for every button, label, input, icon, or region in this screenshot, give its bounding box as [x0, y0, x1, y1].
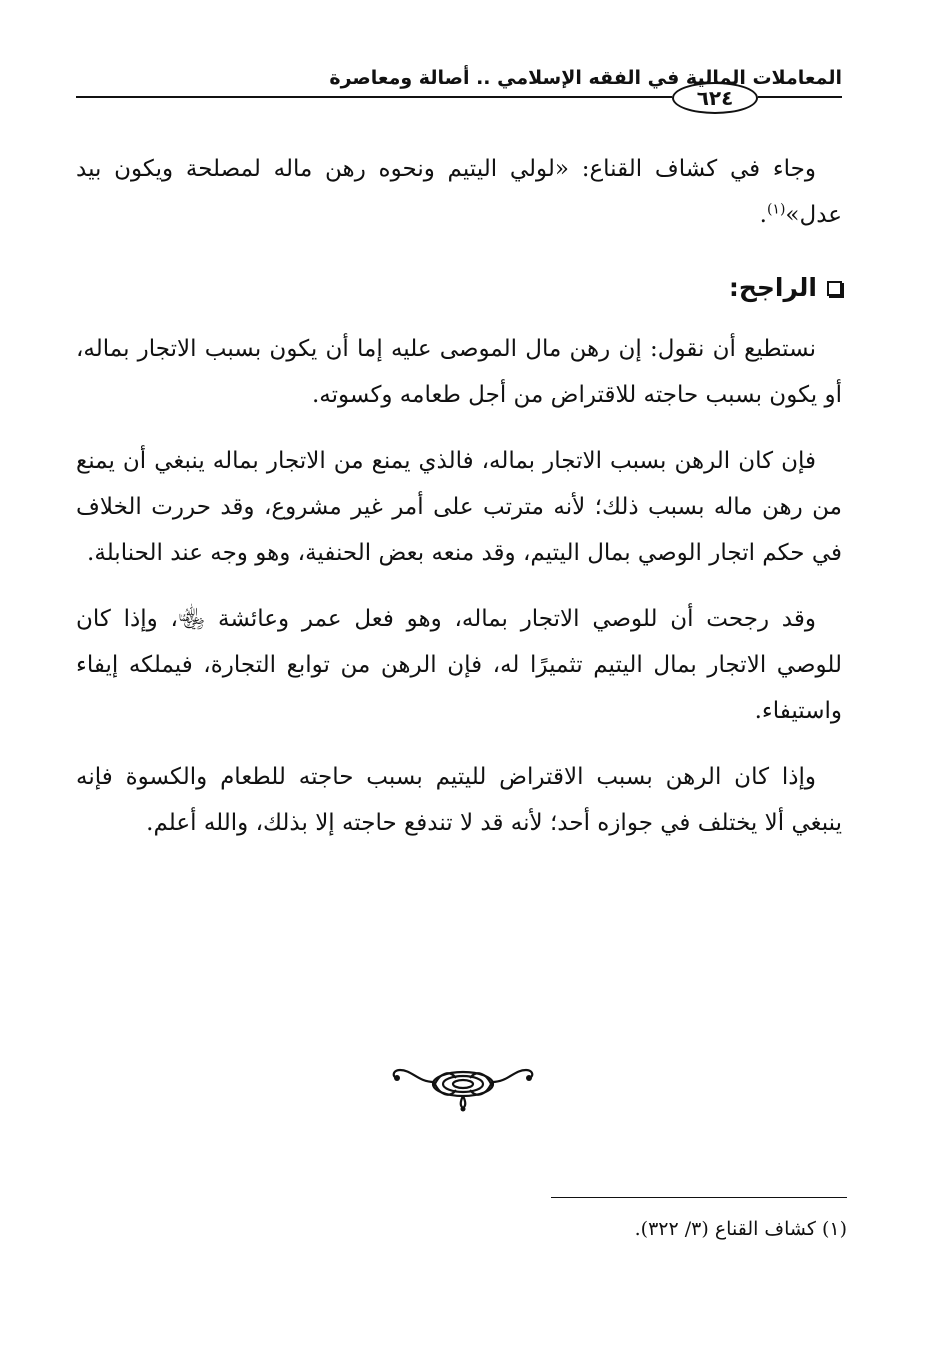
- section-heading: [76, 268, 842, 308]
- checkbox-icon: [827, 281, 842, 296]
- heading-label: الراجح:: [728, 273, 817, 302]
- footnote: (١) كشاف القناع (٣/ ٣٢٢).: [634, 1218, 847, 1240]
- quote-end: .: [759, 202, 767, 228]
- running-title: المعاملات المالية في الفقه الإسلامي .. أصالة ومعاصرة: [329, 67, 842, 89]
- main-text: [76, 146, 842, 866]
- ornament-icon: [390, 1058, 536, 1112]
- page-header: [76, 64, 842, 124]
- header-rule-left: [76, 96, 672, 98]
- quote-text: وجاء في كشاف القناع: «لولي اليتيم ونحوه رهن ماله لمصلحة ويكون بيد عدل»: [76, 156, 842, 228]
- paragraph-quote: [76, 146, 842, 238]
- header-rule-right: [758, 96, 842, 98]
- page-number: ٦٢٤: [672, 82, 758, 114]
- paragraph: فإن كان الرهن بسبب الاتجار بماله، فالذي يمنع من الاتجار بماله ينبغي أن يمنع من رهن ماله بسبب ذلك؛ لأنه مترتب على أمر غير مشروع، وقد حررت الخلاف في حكم اتجار الوصي بمال اليتيم، وقد منعه بعض الحنفية، وهو وجه عند الحنابلة.: [76, 448, 842, 566]
- footnote-ref[interactable]: (١): [766, 201, 786, 218]
- footnote-rule: [551, 1197, 847, 1198]
- paragraph: وإذا كان الرهن بسبب الاقتراض لليتيم بسبب حاجته للطعام والكسوة فإنه ينبغي ألا يختلف في جوازه أحد؛ لأنه قد لا تندفع حاجته إلا بذلك، والله أعلم.: [76, 764, 842, 836]
- paragraph: نستطيع أن نقول: إن رهن مال الموصى عليه إما أن يكون بسبب الاتجار بماله، أو يكون بسبب حاجته للاقتراض من أجل طعامه وكسوته.: [76, 336, 842, 408]
- paragraph: وقد رجحت أن للوصي الاتجار بماله، وهو فعل عمر وعائشة ﵄، وإذا كان للوصي الاتجار بمال اليتيم تثميرًا له، فإن الرهن من توابع التجارة، فيملكه إيفاء واستيفاء.: [76, 606, 842, 724]
